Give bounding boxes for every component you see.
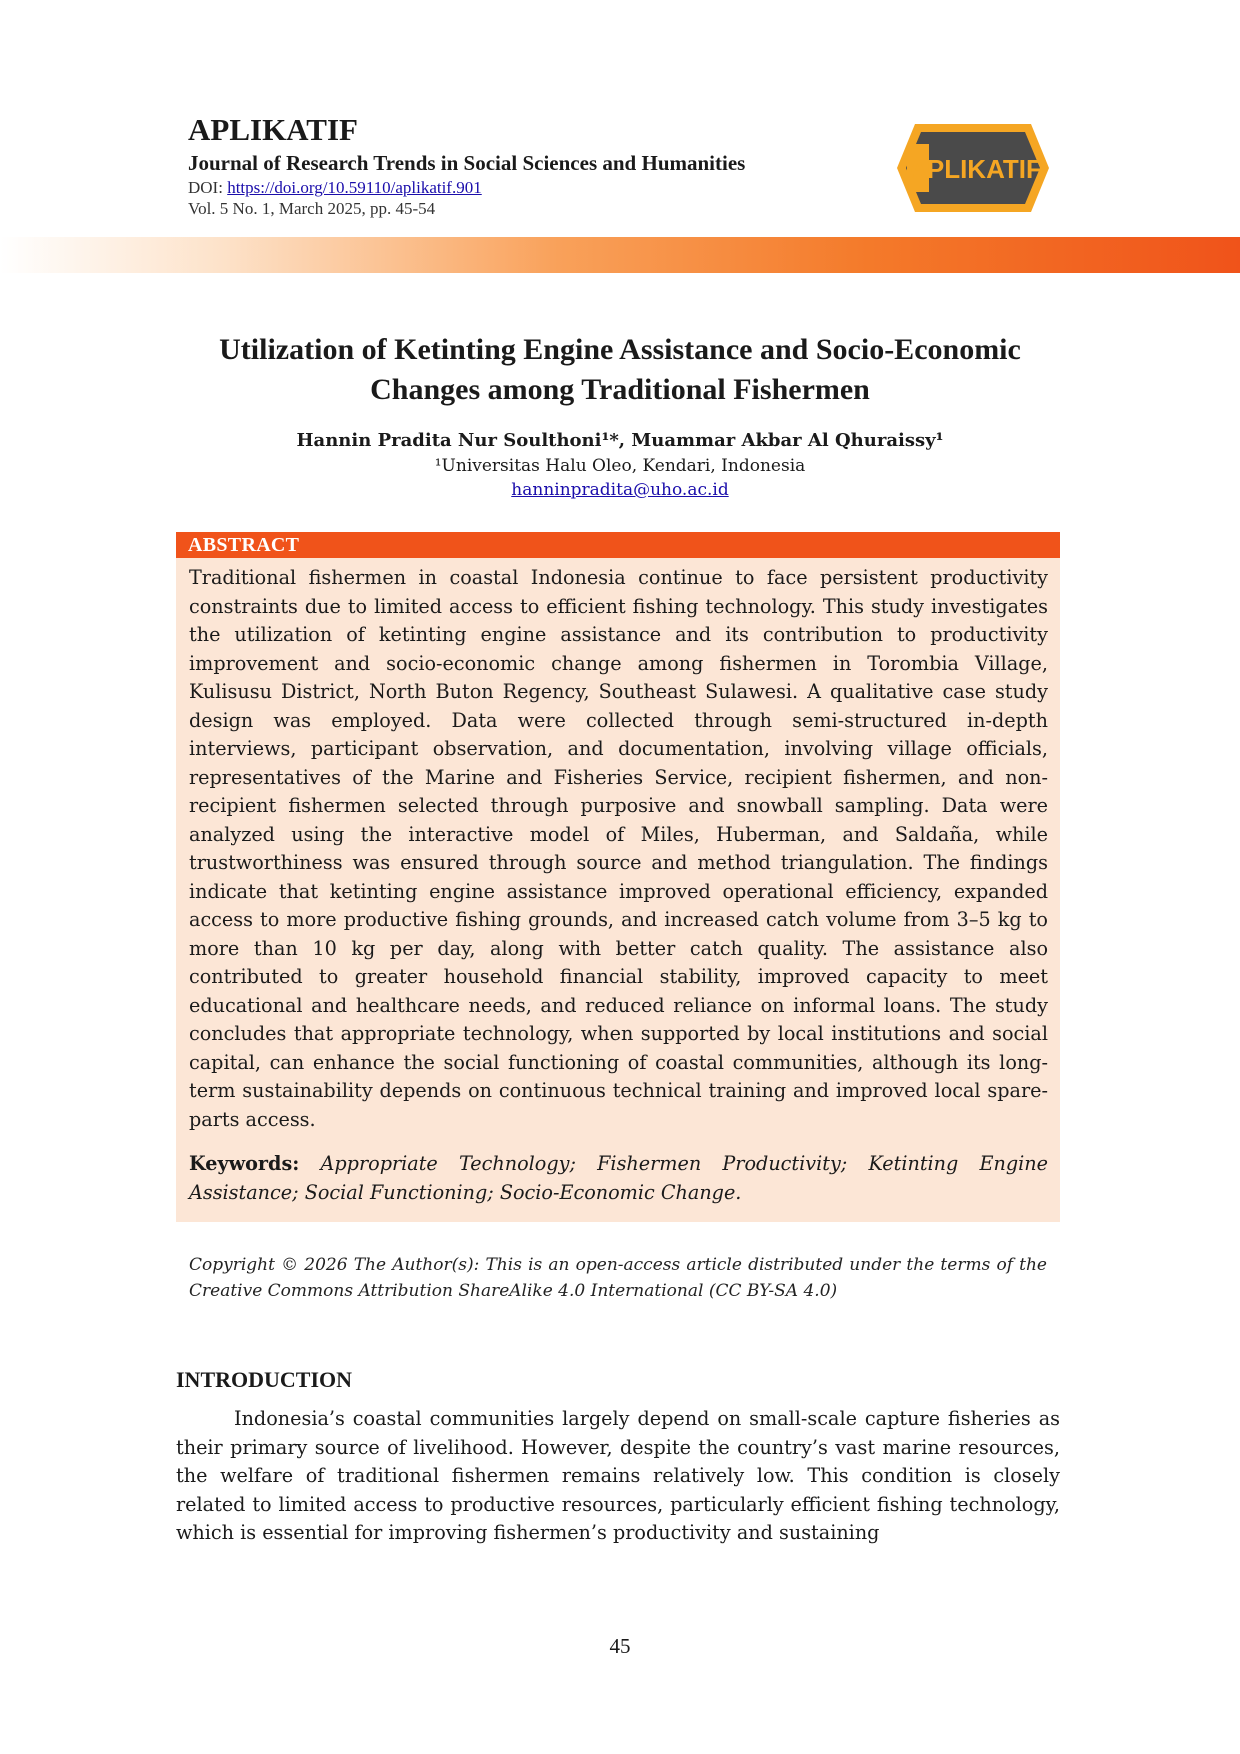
journal-subtitle: Journal of Research Trends in Social Sciences and Humanities xyxy=(188,151,746,175)
header-band xyxy=(0,237,1240,273)
keywords xyxy=(176,1134,1060,1207)
journal-name: APLIKATIF xyxy=(188,112,358,147)
page-number: 45 xyxy=(609,1634,631,1658)
author-names: Hannin Pradita Nur Soulthoni¹*, Muammar Akbar Al Qhuraissy¹ xyxy=(296,430,944,451)
author-block xyxy=(200,428,1040,502)
abstract-box xyxy=(176,532,1060,1222)
abstract-text: Traditional fishermen in coastal Indonesia continue to face persistent productivity constraints due to limited access to efficient fishing technology. This study investigates the utilization of ketinting engine assistance and its contribution to productivity improvement and socio-economic change among fishermen in Torombia Village, Kulisusu District, North Buton Regency, Southeast Sulawesi. A qualitative case study design was employed. Data were collected through semi-structured in-depth interviews, participant observation, and documentation, involving village officials, representatives of the Marine and Fisheries Service, recipient fishermen, and non-recipient fishermen selected through purposive and snowball sampling. Data were analyzed using the interactive model of Miles, Huberman, and Saldaña, while trustworthiness was ensured through source and method triangulation. The findings indicate that ketinting engine assistance improved operational efficiency, expanded access to more productive fishing grounds, and increased catch volume from 3–5 kg to more than 10 kg per day, along with better catch quality. The assistance also contributed to greater household financial stability, improved capacity to meet educational and healthcare needs, and reduced reliance on informal loans. The study concludes that appropriate technology, when supported by local institutions and social capital, can enhance the social functioning of coastal communities, although its long-term sustainability depends on continuous technical training and improved local spare-parts access. xyxy=(189,566,1048,1131)
introduction-heading: INTRODUCTION xyxy=(176,1367,353,1392)
journal-volume: Vol. 5 No. 1, March 2025, pp. 45-54 xyxy=(188,199,436,218)
journal-header xyxy=(188,112,888,219)
introduction-text: Indonesia’s coastal communities largely depend on small-scale capture fisheries as their primary source of livelihood. However, despite the country’s vast marine resources, the welfare of traditional fishermen remains relatively low. This condition is closely related to limited access to productive resources, particularly efficient fishing technology, which is essential for improving fishermen’s productivity and sustaining xyxy=(176,1407,1060,1544)
keywords-label: Keywords: xyxy=(189,1152,300,1175)
journal-logo xyxy=(895,120,1051,216)
journal-doi xyxy=(188,177,888,198)
article-title: Utilization of Ketinting Engine Assistance and Socio-Economic Changes among Traditional Fishermen xyxy=(219,333,1021,406)
abstract-heading: ABSTRACT xyxy=(176,532,1060,558)
copyright-notice: Copyright © 2026 The Author(s): This is an open-access article distributed under the terms of the Creative Commons Attribution ShareAlike 4.0 International (CC BY-SA 4.0) xyxy=(189,1255,1047,1301)
author-email[interactable]: hanninpradita@uho.ac.id xyxy=(511,480,729,500)
logo-text: APLIKATIF xyxy=(908,154,1042,184)
doi-link[interactable]: https://doi.org/10.59110/aplikatif.901 xyxy=(227,178,482,197)
keywords-list: Appropriate Technology; Fishermen Productivity; Ketinting Engine Assistance; Social Functioning; Socio-Economic Change. xyxy=(189,1152,1049,1204)
affiliation: ¹Universitas Halu Oleo, Kendari, Indonesia xyxy=(434,456,806,476)
doi-label: DOI: xyxy=(188,178,223,197)
